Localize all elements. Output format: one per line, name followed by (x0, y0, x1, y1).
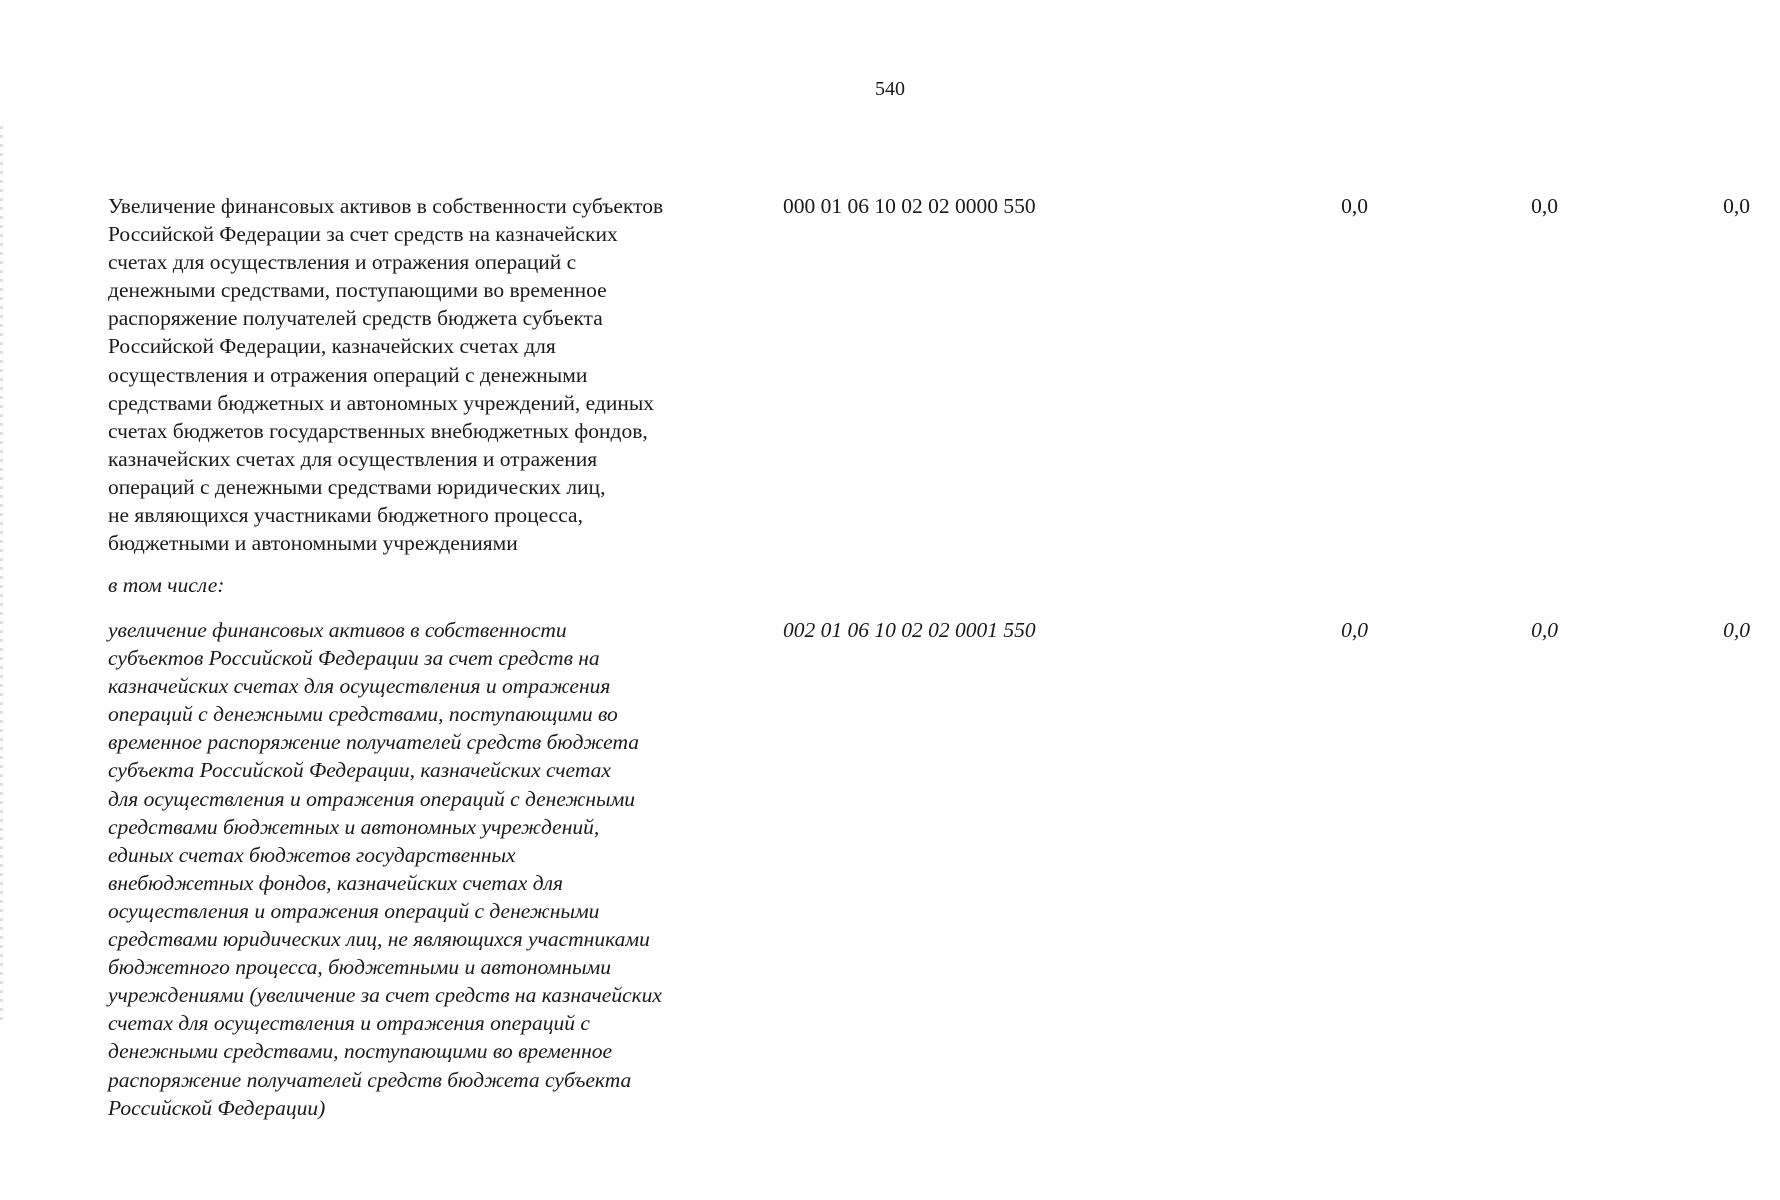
value-cell: 0,0 (1341, 194, 1368, 218)
row-description: увеличение финансовых активов в собственности субъектов Российской Федерации за счет средств на казначейских счетах для осуществления и отражения операций с денежными средствами, поступающими во временное распоряжение получателей средств бюджета субъекта Российской Федерации, казначейских счетах для осуществления и отражения операций с денежными средствами бюджетных и автономных учреждений, единых счетах бюджетов государственных внебюджетных фондов, казначейских счетах для осуществления и отражения операций с денежными средствами юридических лиц, не являющихся участниками бюджетного процесса, бюджетными и автономными учреждениями (увеличение за счет средств на казначейских счетах для осуществления и отражения операций с денежными средствами, поступающими во временное распоряжение получателей средств бюджета субъекта Российской Федерации) (108, 618, 662, 1120)
value-cell: 0,0 (1531, 194, 1558, 218)
value-cell: 0,0 (1531, 618, 1558, 642)
row-description: Увеличение финансовых активов в собственности субъектов Российской Федерации за счет средств на казначейских счетах для осуществления и отражения операций с денежными средствами, поступающими во временное распоряжение получателей средств бюджета субъекта Российской Федерации, казначейских счетах для осуществления и отражения операций с денежными средствами бюджетных и автономных учреждений, единых счетах бюджетов государственных внебюджетных фондов, казначейских счетах для осуществления и отражения операций с денежными средствами юридических лиц, не являющихся участниками бюджетного процесса, бюджетными и автономными учреждениями (108, 194, 664, 556)
value-cell: 0,0 (1723, 618, 1750, 642)
value-cell: 0,0 (1341, 618, 1368, 642)
budget-classification-code: 002 01 06 10 02 02 0001 550 (783, 618, 1036, 642)
subheading-including: в том числе: (108, 573, 225, 597)
value-cell: 0,0 (1723, 194, 1750, 218)
page-number: 540 (875, 78, 905, 100)
scan-edge-artifact (0, 120, 3, 1020)
budget-classification-code: 000 01 06 10 02 02 0000 550 (783, 194, 1036, 218)
